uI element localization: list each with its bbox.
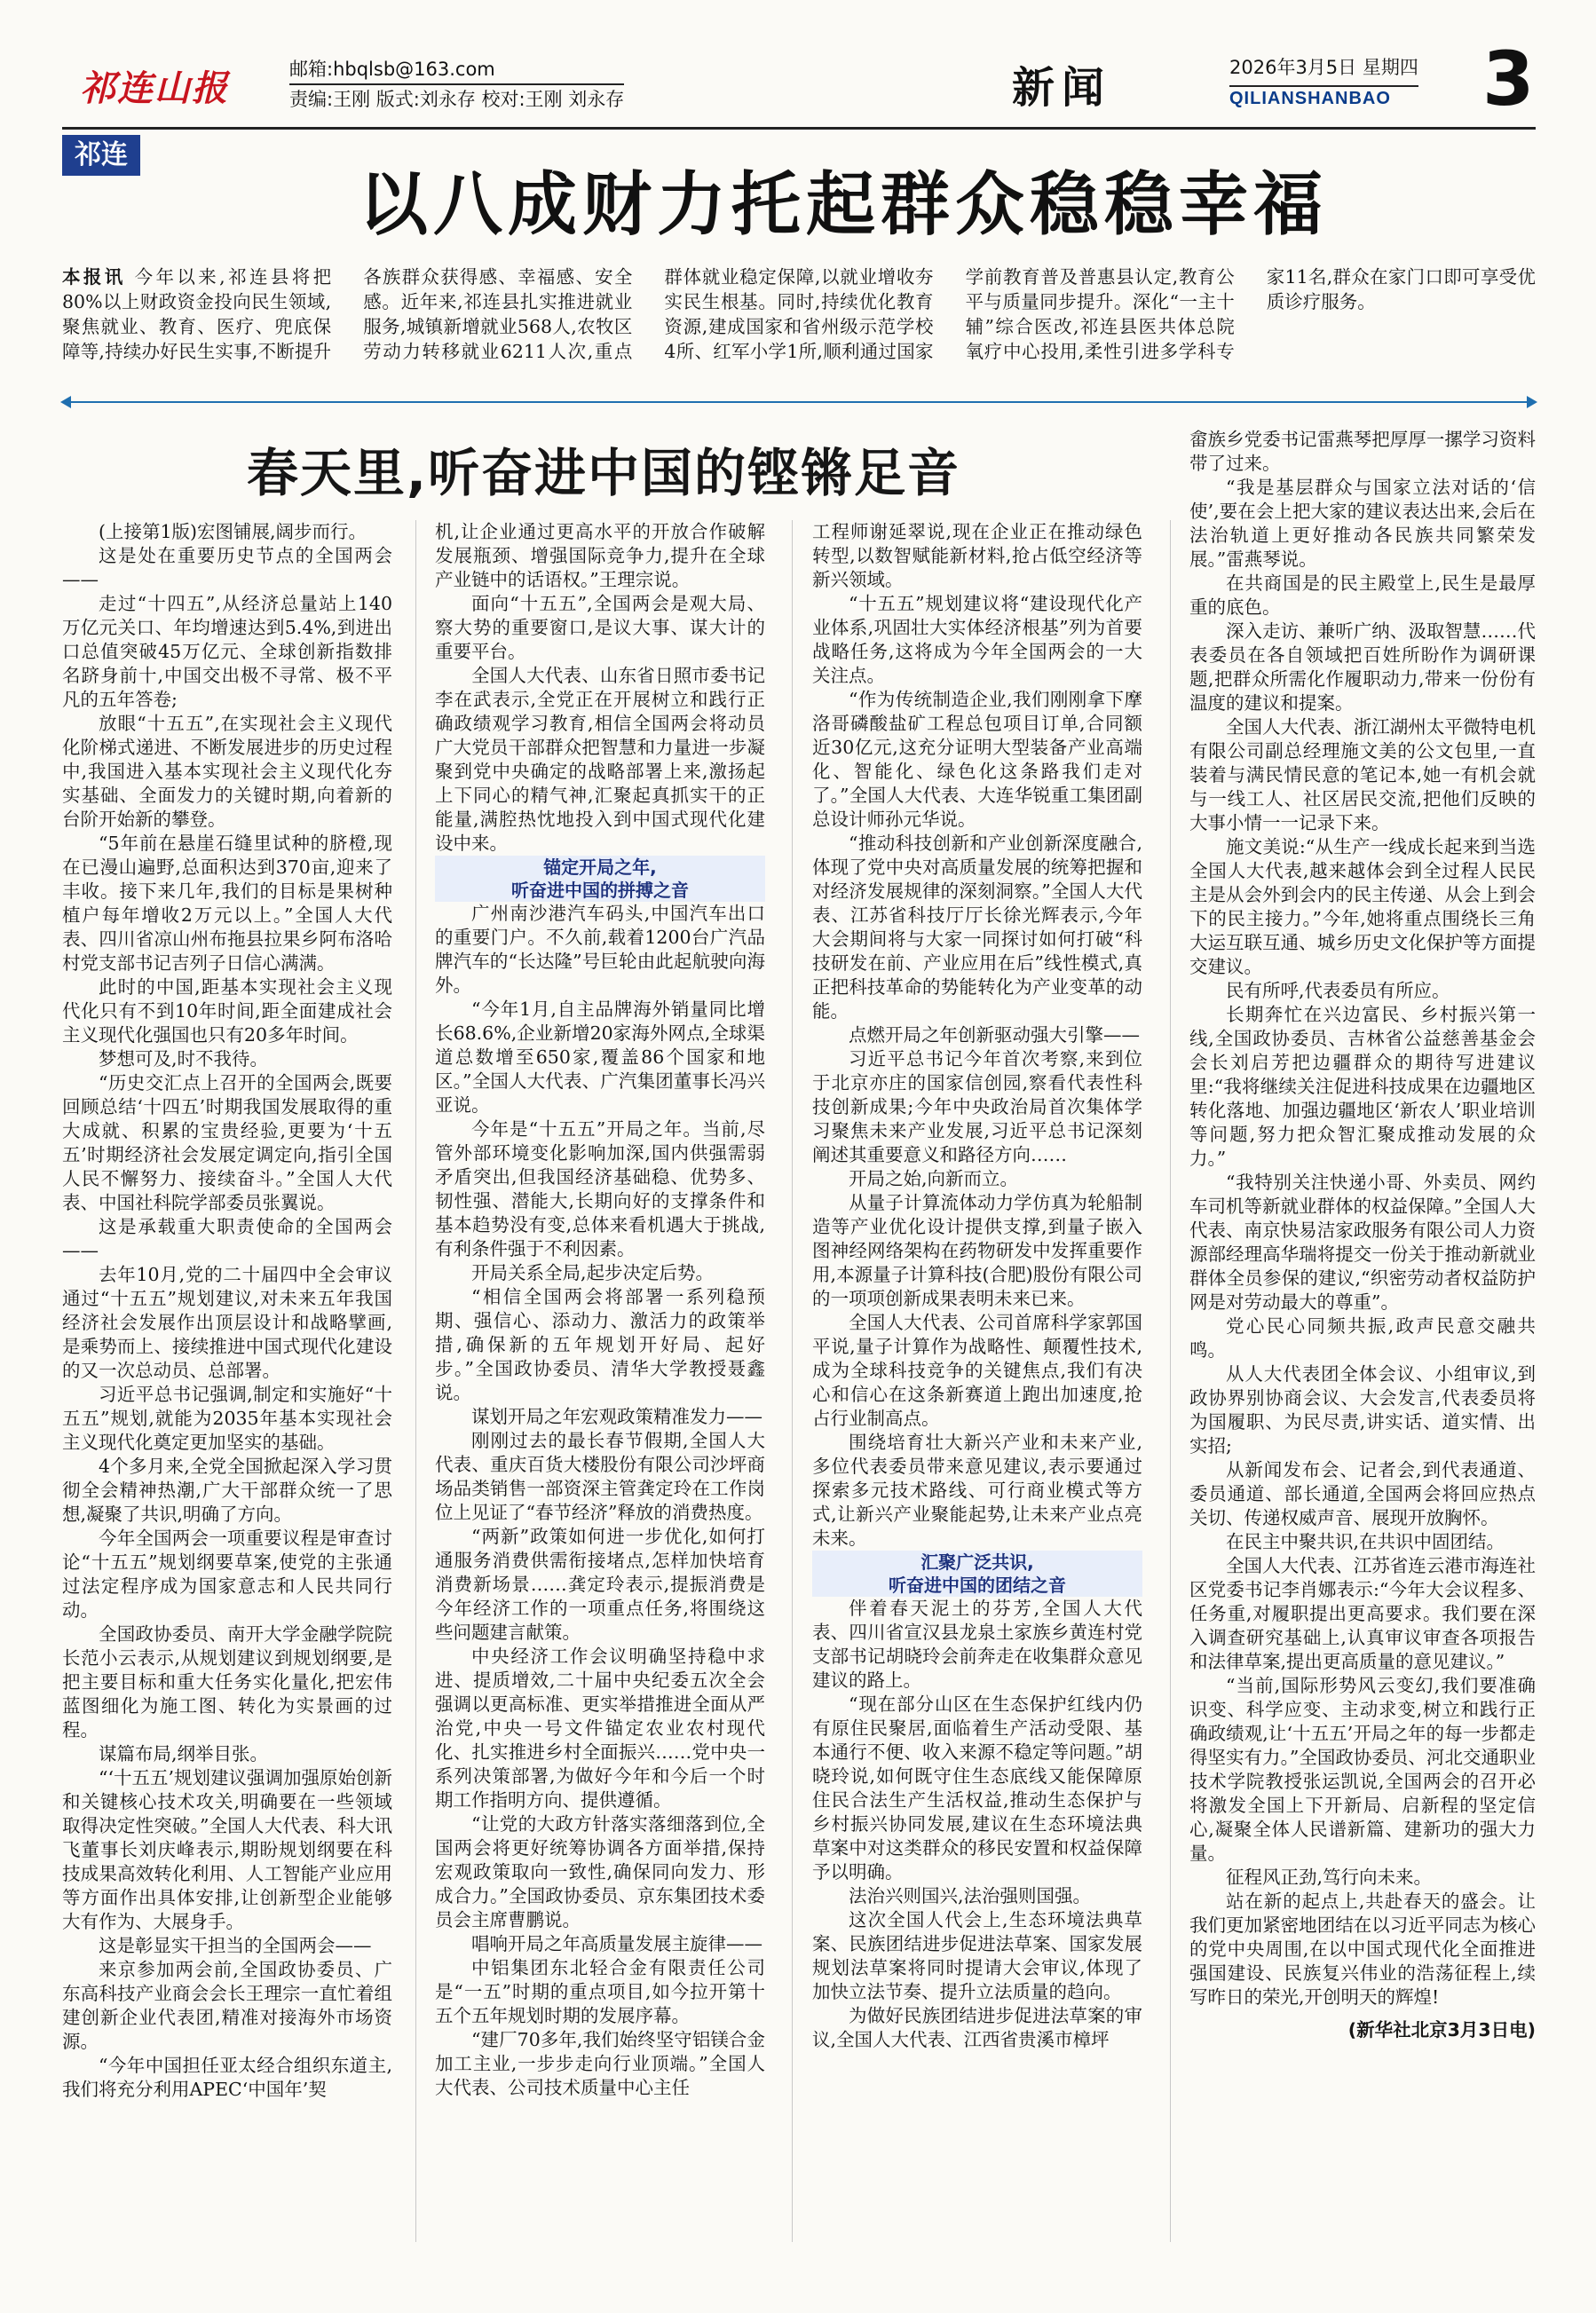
paragraph: 长期奔忙在兴边富民、乡村振兴第一线,全国政协委员、吉林省公益慈善基金会会长刘启芳把边疆群众的期待写进建议里:“我将继续关注促进科技成果在边疆地区转化落地、加强边疆地区‘新农人’职业培训等问题,努力把众智汇聚成推动发展的众力。” bbox=[1189, 1004, 1536, 1169]
story1-headline: 以八成财力托起群众稳稳幸福 bbox=[358, 165, 1328, 245]
section-divider bbox=[62, 401, 1536, 403]
paragraph: 机,让企业通过更高水平的开放合作破解发展瓶颈、增强国际竞争力,提升在全球产业链中的话语权。”王理宗说。 bbox=[435, 521, 765, 590]
paragraph: 这是承载重大职责使命的全国两会—— bbox=[62, 1216, 392, 1261]
paper-pinyin: QILIANSHANBAO bbox=[1229, 85, 1418, 109]
paragraph: 民有所呼,代表委员有所应。 bbox=[1226, 980, 1450, 1001]
story2-column-4 bbox=[1189, 428, 1536, 2242]
story2-column-1 bbox=[62, 520, 392, 2251]
paragraph: 习近平总书记今年首次考察,来到位于北京亦庄的国家信创园,察看代表性科技创新成果;今年中央政治局首次集体学习聚焦未来产业发展,习近平总书记深刻阐述其重要意义和路径方向…… bbox=[812, 1048, 1142, 1165]
paragraph: “5年前在悬崖石缝里试种的脐橙,现在已漫山遍野,总面积达到370亩,迎来了丰收。接下来几年,我们的目标是果树种植户每年增收2万元以上。”全国人大代表、四川省凉山州布拖县拉果乡阿布洛哈村党支部书记吉列子日信心满满。 bbox=[62, 833, 392, 974]
editors-line: 责编:王刚 版式:刘永存 校对:王刚 刘永存 bbox=[289, 83, 624, 114]
paragraph: “作为传统制造企业,我们刚刚拿下摩洛哥磷酸盐矿工程总包项目订单,合同额近30亿元,这充分证明大型装备产业高端化、智能化、绿色化这条路我们走对了。”全国人大代表、大连华锐重工集团副总设计师孙元华说。 bbox=[812, 689, 1142, 830]
column-2-part-a bbox=[435, 520, 765, 856]
column-3-part-b bbox=[812, 1597, 1142, 2052]
paragraph: 在民主中聚共识,在共识中固团结。 bbox=[1226, 1531, 1505, 1552]
paragraph: 走过“十四五”,从经济总量站上140万亿元关口、年均增速达到5.4%,到进出口总值突破45万亿元、全球创新指数排名跻身前十,中国交出极不寻常、极不平凡的五年答卷; bbox=[62, 593, 392, 710]
paragraph: 这是处在重要历史节点的全国两会—— bbox=[62, 545, 392, 590]
paragraph: 施文美说:“从生产一线成长起来到当选全国人大代表,越来越体会到全过程人民民主是从会外到会内的民主传递、从会上到会下的民主接力。”今年,她将重点围绕长三角大运互联互通、城乡历史文化保护等方面提交建议。 bbox=[1189, 836, 1536, 977]
section-title: 新闻 bbox=[1012, 63, 1112, 113]
subheading-1 bbox=[435, 856, 765, 902]
story1-text: 今年以来,祁连县将把80%以上财政资金投向民生领域,聚焦就业、教育、医疗、兜底保障等,持续办好民生实事,不断提升各族群众获得感、幸福感、安全感。近年来,祁连县扎实推进就业服务,城镇新增就业568人,农牧区劳动力转移就业6211人次,重点群体就业稳定保障,以就业增收夯实民生根基。同时,持续优化教育资源,建成国家和省州级示范学校4所、红军小学1所,顺利通过国家学前教育普及普惠县认定,教育公平与质量同步提升。深化“一主十辅”综合医改,祁连县医共体总院氧疗中心投用,柔性引进多学科专家11名,群众在家门口即可享受优质诊疗服务。 bbox=[62, 266, 1536, 362]
paragraph: 全国人大代表、公司首席科学家郭国平说,量子计算作为战略性、颠覆性技术,成为全球科技竞争的关键焦点,我们有决心和信心在这条新赛道上跑出加速度,抢占行业制高点。 bbox=[812, 1312, 1142, 1429]
paragraph: 开局之始,向新而立。 bbox=[849, 1168, 1019, 1189]
paragraph: “让党的大政方针落实落细落到位,全国两会将更好统筹协调各方面举措,保持宏观政策取向一致性,确保同向发力、形成合力。”全国政协委员、京东集团技术委员会主席曹鹏说。 bbox=[435, 1813, 765, 1930]
issue-date: 2026年3月5日 星期四 bbox=[1229, 57, 1418, 78]
column-rule bbox=[415, 520, 416, 2242]
newspaper-logo: 祁连山报 bbox=[80, 67, 229, 109]
paragraph: 来京参加两会前,全国政协委员、广东高科技产业商会会长王理宗一直忙着组建创新企业代表团,精准对接海外市场资源。 bbox=[62, 1959, 392, 2052]
paragraph: “十五五”规划建议将“建设现代化产业体系,巩固壮大实体经济根基”列为首要战略任务,这将成为今年全国两会的一大关注点。 bbox=[812, 593, 1142, 686]
paragraph: 今年是“十五五”开局之年。当前,尽管外部环境变化影响加深,国内供强需弱矛盾突出,但我国经济基础稳、优势多、韧性强、潜能大,长期向好的支撑条件和基本趋势没有变,总体来看机遇大于挑战,有利条件强于不利因素。 bbox=[435, 1118, 765, 1259]
paragraph: 全国人大代表、江苏省连云港市海连社区党委书记李肖娜表示:“今年大会议程多、任务重,对履职提出更高要求。我们要在深入调查研究基础上,认真审议审查各项报告和法律草案,提出更高质量的意见建议。” bbox=[1189, 1555, 1536, 1672]
paragraph: “今年中国担任亚太经合组织东道主,我们将充分利用APEC‘中国年’契 bbox=[62, 2055, 392, 2100]
column-2-part-b bbox=[435, 902, 765, 2100]
column-3-part-a bbox=[812, 520, 1142, 1551]
paragraph: 伴着春天泥土的芬芳,全国人大代表、四川省宣汉县龙泉土家族乡黄连村党支部书记胡晓玲会前奔走在收集群众意见建议的路上。 bbox=[812, 1598, 1142, 1691]
paragraph: “推动科技创新和产业创新深度融合,体现了党中央对高质量发展的统筹把握和对经济发展规律的深刻洞察。”全国人大代表、江苏省科技厅厅长徐光辉表示,今年大会期间将与大家一同探讨如何打破“科技研发在前、产业应用在后”线性模式,真正把科技革命的势能转化为产业变革的动能。 bbox=[812, 833, 1142, 1022]
paragraph: (上接第1版)宏图铺展,阔步而行。 bbox=[99, 521, 367, 542]
paragraph: 深入走访、兼听广纳、汲取智慧……代表委员在各自领域把百姓所盼作为调研课题,把群众所需化作履职动力,带来一份份有温度的建议和提案。 bbox=[1189, 620, 1536, 714]
paragraph: 谋篇布局,纲举目张。 bbox=[99, 1743, 269, 1764]
paragraph: 谋划开局之年宏观政策精准发力—— bbox=[471, 1406, 762, 1427]
paragraph: 此时的中国,距基本实现社会主义现代化只有不到10年时间,距全面建成社会主义现代化强国也只有20多年时间。 bbox=[62, 976, 392, 1046]
masthead-rule bbox=[62, 127, 1536, 130]
paragraph: “建厂70多年,我们始终坚守铝镁合金加工主业,一步步走向行业顶端。”全国人大代表、公司技术质量中心主任 bbox=[435, 2029, 765, 2098]
paragraph: 为做好民族团结进步促进法草案的审议,全国人大代表、江西省贵溪市樟坪 bbox=[812, 2005, 1142, 2050]
subheading-1-line-1: 锚定开局之年, bbox=[543, 857, 657, 878]
story2-headline: 春天里,听奋进中国的铿锵足音 bbox=[246, 443, 961, 503]
column-rule bbox=[1170, 520, 1171, 2242]
paragraph: 放眼“十五五”,在实现社会主义现代化阶梯式递进、不断发展进步的历史过程中,我国进入基本实现社会主义现代化夯实基础、全面发力的关键时期,向着新的台阶开始新的攀登。 bbox=[62, 713, 392, 830]
masthead bbox=[62, 36, 1536, 124]
paragraph: “当前,国际形势风云变幻,我们要准确识变、科学应变、主动求变,树立和践行正确政绩观,让‘十五五’开局之年的每一步都走得坚实有力。”全国政协委员、河北交通职业技术学院教授张运凯说,全国两会的召开必将激发全国上下开新局、启新程的坚定信心,凝聚全体人民谱新篇、建新功的强大力量。 bbox=[1189, 1675, 1536, 1864]
paragraph: 从新闻发布会、记者会,到代表通道、委员通道、部长通道,全国两会将回应热点关切、传递权威声音、展现开放胸怀。 bbox=[1189, 1459, 1536, 1528]
divider-right-arrow-icon bbox=[1527, 396, 1537, 408]
email-line: 邮箱:hbqlsb@163.com bbox=[289, 59, 495, 80]
paragraph: 从人大代表团全体会议、小组审议,到政协界别协商会议、大会发言,代表委员将为国履职、为民尽责,讲实话、道实情、出实招; bbox=[1189, 1363, 1536, 1456]
paragraph: 习近平总书记强调,制定和实施好“十五五”规划,就能为2035年基本实现社会主义现代化奠定更加坚实的基础。 bbox=[62, 1384, 392, 1453]
paragraph: 全国政协委员、南开大学金融学院院长范小云表示,从规划建议到规划纲要,是把主要目标和重大任务实化量化,把宏伟蓝图细化为施工图、转化为实景画的过程。 bbox=[62, 1623, 392, 1741]
subheading-1-line-2: 听奋进中国的拼搏之音 bbox=[511, 880, 689, 901]
masthead-meta bbox=[289, 55, 624, 114]
paragraph: 中央经济工作会议明确坚持稳中求进、提质增效,二十届中央纪委五次全会强调以更高标准、更实举措推进全面从严治党,中央一号文件锚定农业农村现代化、扎实推进乡村全面振兴……党中央一系列决策部署,为做好今年和今后一个时期工作指明方向、提供遵循。 bbox=[435, 1646, 765, 1811]
paragraph: “我是基层群众与国家立法对话的‘信使’,要在会上把大家的建议表达出来,会后在法治轨道上更好推动各民族共同繁荣发展。”雷燕琴说。 bbox=[1189, 477, 1536, 570]
story1-location-tag: 祁连 bbox=[62, 135, 140, 176]
paragraph: “‘十五五’规划建议强调加强原始创新和关键核心技术攻关,明确要在一些领域取得决定性突破。”全国人大代表、科大讯飞董事长刘庆峰表示,期盼规划纲要在科技成果高效转化利用、人工智能产业应用等方面作出具体安排,让创新型企业能够大有作为、大展身手。 bbox=[62, 1767, 392, 1932]
paragraph: “相信全国两会将部署一系列稳预期、强信心、添动力、激活力的政策举措,确保新的五年规划开好局、起好步。”全国政协委员、清华大学教授聂鑫说。 bbox=[435, 1286, 765, 1403]
paragraph: 工程师谢延翠说,现在企业正在推动绿色转型,以数智赋能新材料,抢占低空经济等新兴领域。 bbox=[812, 521, 1142, 590]
page-number: 3 bbox=[1482, 36, 1535, 122]
paragraph: 刚刚过去的最长春节假期,全国人大代表、重庆百货大楼股份有限公司沙坪商场品类销售一部资深主管龚定玲在工作岗位上见证了“春节经济”释放的消费热度。 bbox=[435, 1430, 765, 1523]
paragraph: 广州南沙港汽车码头,中国汽车出口的重要门户。不久前,载着1200台广汽品牌汽车的“长达隆”号巨轮由此起航驶向海外。 bbox=[435, 903, 765, 996]
paragraph: 开局关系全局,起步决定后势。 bbox=[471, 1262, 715, 1283]
paragraph: 4个多月来,全党全国掀起深入学习贯彻全会精神热潮,广大干部群众统一了思想,凝聚了共识,明确了方向。 bbox=[62, 1456, 392, 1525]
paragraph: “今年1月,自主品牌海外销量同比增长68.6%,企业新增20家海外网点,全球渠道总数增至650家,覆盖86个国家和地区。”全国人大代表、广汽集团董事长冯兴亚说。 bbox=[435, 999, 765, 1116]
paragraph: 点燃开局之年创新驱动强大引擎—— bbox=[849, 1024, 1140, 1046]
story1-lead: 本报讯 bbox=[62, 266, 126, 288]
paragraph: 这是彰显实干担当的全国两会—— bbox=[99, 1935, 372, 1956]
subheading-2-line-2: 听奋进中国的团结之音 bbox=[889, 1575, 1066, 1596]
paragraph: 面向“十五五”,全国两会是观大局、察大势的重要窗口,是议大事、谋大计的重要平台。 bbox=[435, 593, 765, 662]
paragraph: 征程风正劲,笃行向未来。 bbox=[1226, 1867, 1433, 1888]
subheading-2-line-1: 汇聚广泛共识, bbox=[920, 1551, 1034, 1573]
divider-left-arrow-icon bbox=[60, 396, 71, 408]
paragraph: 去年10月,党的二十届四中全会审议通过“十五五”规划建议,对未来五年我国经济社会发展作出顶层设计和战略擘画,是乘势而上、接续推进中国式现代化建设的又一次总动员、总部署。 bbox=[62, 1264, 392, 1381]
story2-body bbox=[62, 422, 1536, 2251]
paragraph: 中铝集团东北轻合金有限责任公司是“一五”时期的重点项目,如今拉开第十五个五年规划时期的发展序幕。 bbox=[435, 1957, 765, 2026]
story1-body bbox=[62, 264, 1536, 380]
paragraph: 唱响开局之年高质量发展主旋律—— bbox=[471, 1933, 762, 1954]
story2-column-3 bbox=[812, 520, 1142, 2251]
subheading-2 bbox=[812, 1551, 1142, 1597]
paragraph: 党心民心同频共振,政声民意交融共鸣。 bbox=[1189, 1315, 1536, 1361]
paragraph: 围绕培育壮大新兴产业和未来产业,多位代表委员带来意见建议,表示要通过探索多元技术路线、可行商业模式等方式,让新兴产业聚能起势,让未来产业点亮未来。 bbox=[812, 1432, 1142, 1549]
column-rule bbox=[792, 520, 793, 2242]
paragraph: 法治兴则国兴,法治强则国强。 bbox=[849, 1885, 1092, 1906]
paragraph: 在共商国是的民主殿堂上,民生是最厚重的底色。 bbox=[1189, 572, 1536, 618]
paragraph: 今年全国两会一项重要议程是审查讨论“十五五”规划纲要草案,使党的主张通过法定程序成为国家意志和人民共同行动。 bbox=[62, 1528, 392, 1621]
paragraph: 站在新的起点上,共赴春天的盛会。让我们更加紧密地团结在以习近平同志为核心的党中央周围,在以中国式现代化全面推进强国建设、民族复兴伟业的浩荡征程上,续写昨日的荣光,开创明天的辉煌! bbox=[1189, 1891, 1536, 2008]
paragraph: “两新”政策如何进一步优化,如何打通服务消费供需衔接堵点,怎样加快培育消费新场景……龚定玲表示,提振消费是今年经济工作的一项重点任务,将围绕这些问题建言献策。 bbox=[435, 1526, 765, 1643]
paragraph: 全国人大代表、浙江湖州太平微特电机有限公司副总经理施文美的公文包里,一直装着与满民情民意的笔记本,她一有机会就与一线工人、社区居民交流,把他们反映的大事小情一一记录下来。 bbox=[1189, 716, 1536, 833]
paragraph: 从量子计算流体动力学仿真为轮船制造等产业优化设计提供支撑,到量子嵌入图神经网络架构在药物研发中发挥重要作用,本源量子计算科技(合肥)股份有限公司的一项项创新成果表明未来已来。 bbox=[812, 1192, 1142, 1309]
paragraph: “历史交汇点上召开的全国两会,既要回顾总结‘十四五’时期我国发展取得的重大成就、积累的宝贵经验,更要为‘十五五’时期经济社会发展定调定向,指引全国人民不懈努力、接续奋斗。”全国人大代表、中国社科院学部委员张翼说。 bbox=[62, 1072, 392, 1213]
paragraph: 全国人大代表、山东省日照市委书记李在武表示,全党正在开展树立和践行正确政绩观学习教育,相信全国两会将动员广大党员干部群众把智慧和力量进一步凝聚到党中央确定的战略部署上来,激扬起上下同心的精气神,汇聚起真抓实干的正能量,满腔热忱地投入到中国式现代化建设中来。 bbox=[435, 665, 765, 854]
paragraph: 梦想可及,时不我待。 bbox=[99, 1048, 269, 1070]
paragraph: “我特别关注快递小哥、外卖员、网约车司机等新就业群体的权益保障。”全国人大代表、南京快易洁家政服务有限公司人力资源部经理高华瑞将提交一份关于推动新就业群体全员参保的建议,“织密劳动者权益防护网是对劳动最大的尊重”。 bbox=[1189, 1172, 1536, 1313]
column-4-text bbox=[1189, 428, 1536, 2009]
paragraph: 畲族乡党委书记雷燕琴把厚厚一摞学习资料带了过来。 bbox=[1189, 429, 1536, 474]
paragraph: 这次全国人代会上,生态环境法典草案、民族团结进步促进法草案、国家发展规划法草案将同时提请大会审议,体现了加快立法节奏、提升立法质量的趋向。 bbox=[812, 1909, 1142, 2002]
date-box bbox=[1229, 53, 1418, 109]
paragraph: “现在部分山区在生态保护红线内仍有原住民聚居,面临着生产活动受限、基本通行不便、收入来源不稳定等问题。”胡晓玲说,如何既守住生态底线又能保障原住民合法生产生活权益,推动生态保护与乡村振兴协同发展,建议在生态环境法典草案中对这类群众的移民安置和权益保障予以明确。 bbox=[812, 1693, 1142, 1883]
byline: (新华社北京3月3日电) bbox=[1347, 2019, 1536, 2041]
story2-column-2 bbox=[435, 520, 765, 2251]
